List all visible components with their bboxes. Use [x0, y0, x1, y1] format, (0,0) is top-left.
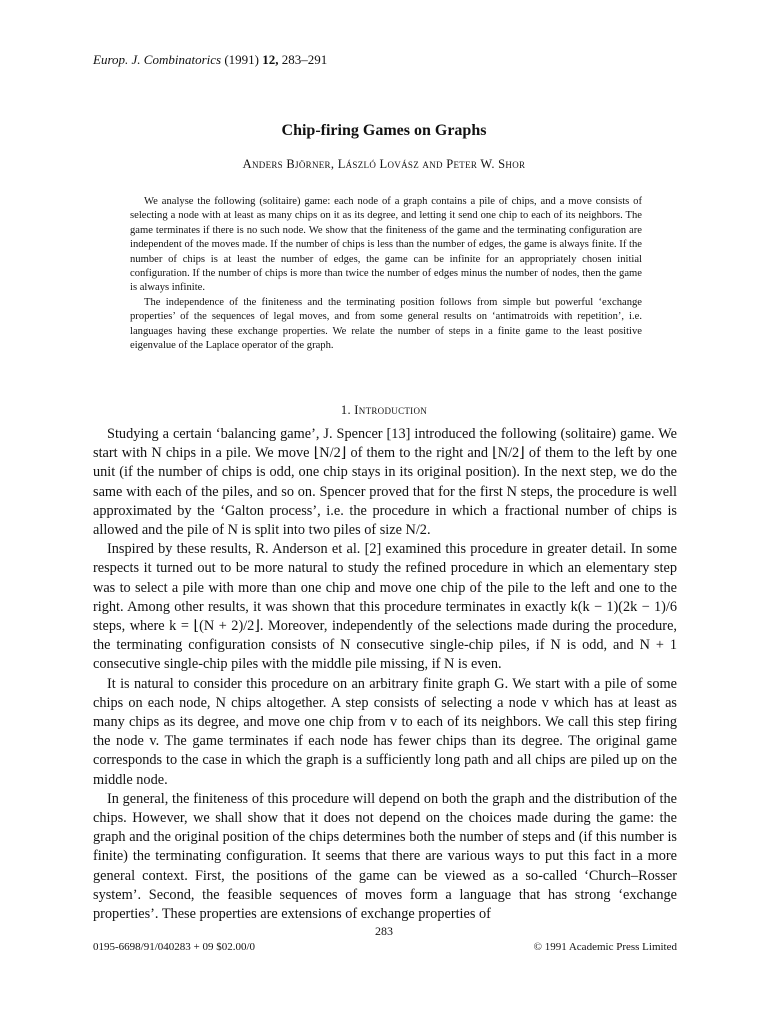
journal-volume: 12, [262, 52, 279, 67]
footer-code: 0195-6698/91/040283 + 09 $02.00/0 [93, 941, 256, 953]
abstract-paragraph: The independence of the finiteness and the terminating position follows from simple but powerful ‘exchange properties’ of the sequences of legal moves, and from some general results on ‘antimatroids with repetition’, i.e. languages having these exchange properties. We relate the number of steps in a finite game to the least positive eigenvalue of the Laplace operator of the graph. [130, 296, 642, 352]
paper-title: Chip-firing Games on Graphs [281, 122, 487, 139]
page-footer [93, 941, 677, 953]
abstract [130, 195, 642, 353]
journal-year: (1991) [224, 52, 259, 67]
journal-citation [93, 52, 327, 68]
journal-pages: 283–291 [281, 52, 328, 67]
body-paragraph: Inspired by these results, R. Anderson et al. [2] examined this procedure in greater detail. In some respects it turned out to be more natural to study the refined procedure in which an elementary step was to select a pile with more than one chip and move one chip of the pile to the left and one to the right. Among other results, it was shown that this procedure terminates in exactly k(k − 1)(2k − 1)/6 steps, where k = ⌊(N + 2)/2⌋. Moreover, independently of the selections made during the procedure, the terminating configuration consists of N consecutive single-chip piles, if N is odd, and N + 1 consecutive single-chip piles with the middle pile missing, if N is even. [93, 541, 677, 673]
abstract-paragraph: We analyse the following (solitaire) game: each node of a graph contains a pile of chips, and a move consists of selecting a node with at least as many chips on it as its degree, and letting it send one chip to each of its neighbors. The game terminates if there is no such node. We show that the finiteness of the game and the terminating configuration are independent of the moves made. If the number of chips is less than the number of edges, the game is always finite. If the number of chips is at least the number of edges, the game can be infinite for an appropriately chosen initial configuration. If the number of chips is more than twice the number of edges minus the number of nodes, then the game is always infinite. [130, 196, 642, 294]
section-heading: 1. Introduction [340, 403, 428, 417]
body-paragraph: It is natural to consider this procedure on an arbitrary finite graph G. We start with a pile of some chips on each node, N chips altogether. A step consists of selecting a node v which has at least as many chips as its degree, and move one chip from v to each of its neighbors. We call this step firing the node v. The game terminates if each node has fewer chips than its degree. The original game corresponds to the case in which the graph is a sufficiently long path and all chips are piled up on the middle node. [93, 675, 677, 788]
body-paragraph: In general, the finiteness of this procedure will depend on both the graph and the distribution of the chips. However, we shall show that it does not depend on the choices made during the game: the graph and the original position of the chips determines both the number of steps and (if this number is finite) the terminating configuration. It seems that there are various ways to put this fact in a more general context. First, the positions of the game can be viewed as a so-called ‘Church–Rosser system’. Second, the feasible sequences of moves form a language that has strong ‘exchange properties’. These properties are extensions of exchange properties of [93, 790, 677, 923]
footer-copyright: © 1991 Academic Press Limited [533, 941, 677, 953]
page-number: 283 [375, 924, 393, 938]
body-paragraph: Studying a certain ‘balancing game’, J. Spencer [13] introduced the following (solitaire) game. We start with N chips in a pile. We move ⌊N/2⌋ of them to the right and ⌊N/2⌋ of them to the left by one unit (if the number of chips is odd, one chip stays in its original position). In the next step, we do the same with each of the piles, and so on. Spencer proved that for the first N steps, the procedure is well approximated by the ‘Galton process’, i.e. the procedure in which a fractional number of chips is allowed and the pile of N is split into two piles of size N/2. [93, 426, 677, 539]
body-text [93, 425, 677, 924]
paper-authors: Anders Björner, László Lovász and Peter W. Shor [242, 157, 526, 171]
journal-name: Europ. J. Combinatorics [93, 52, 222, 67]
